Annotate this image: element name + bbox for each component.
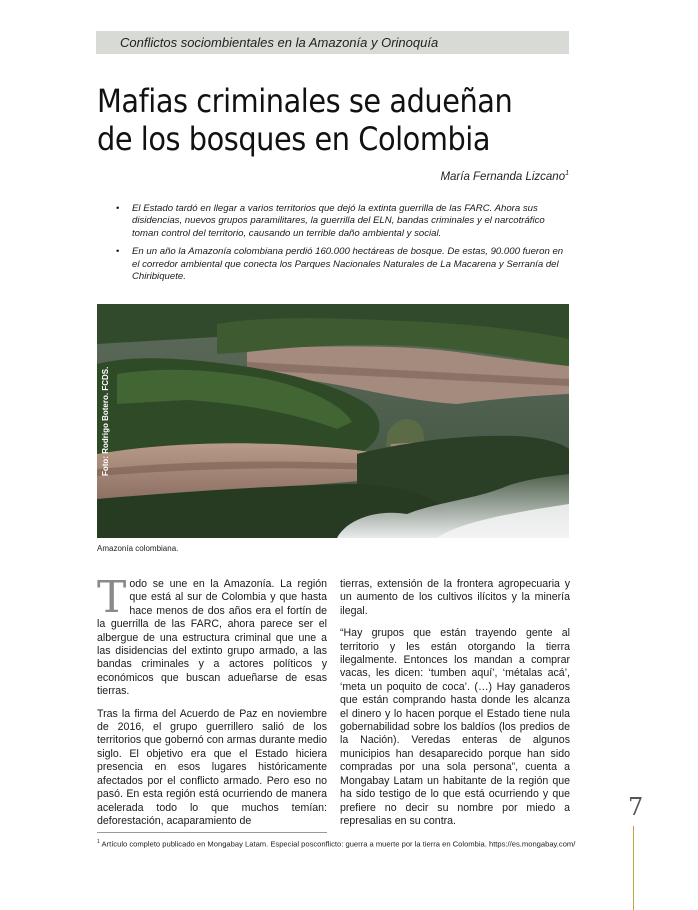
footnote-mark: 1	[97, 839, 100, 845]
summary-bullet	[96, 203, 570, 240]
bullet-icon: •	[116, 203, 120, 214]
page-number-rule	[633, 826, 634, 910]
body-paragraph: “Hay grupos que están trayendo gente al territorio y les están otorgando la tierra ilegalmente. Entonces los mandan a comprar vacas, les dicen: ‘tumben aquí’, ‘métalas acá’, ‘meta un poquito de coca’. (…) Hay ganaderos que están comprando hasta donde les alcanza el dinero y lo hacen porque el Estado tiene nula gobernabilidad sobre los baldíos (los predios de la Nación). Veredas enteras de algunos municipios han desaparecido porque han sido compradas por una sola persona”, cuenta a Mongabay Latam un habitante de la región que ha sido testigo de lo que está ocurriendo y que prefiere no decir su nombre por miedo a represalias en su contra.	[340, 627, 570, 827]
body-paragraph: Tras la firma del Acuerdo de Paz en noviembre de 2016, el grupo guerrillero salió de los territorios que gobernó con armas durante medio siglo. El objetivo era que el Estado hiciera presencia en esos lugares históricamente afectados por el conflicto armado. Pero eso no pasó. En esta región está ocurriendo de manera acelerada todo lo que muchos temían: deforestación, acaparamiento de	[97, 707, 327, 827]
body-column-left	[97, 572, 327, 837]
title-line-2: de los bosques en Colombia	[97, 120, 491, 158]
photo-credit-text: Foto: Rodrigo Botero. FCDS.	[101, 366, 110, 476]
footnote-text: Artículo completo publicado en Mongabay Latam. Especial posconflicto: guerra a muerte por la tierra en Colombia. https://es.mongabay.com/	[101, 839, 576, 849]
page-number: 7	[628, 793, 644, 821]
article-title	[97, 82, 520, 158]
photo-credit	[101, 356, 113, 476]
author-name: María Fernanda Lizcano	[440, 170, 566, 183]
body-column-right	[340, 578, 570, 837]
footnote	[97, 839, 577, 849]
summary-bullet-text: En un año la Amazonía colombiana perdió 160.000 hectáreas de bosque. De estas, 90.000 fueron en el corredor ambiental que conecta los Parques Nacionales Naturales de La Macarena y Serranía del Chiribiquete.	[132, 246, 564, 283]
summary-bullet	[96, 246, 570, 283]
photo-caption: Amazonía colombiana.	[97, 544, 179, 553]
author-byline	[440, 170, 569, 183]
amazon-landscape-photo	[97, 304, 569, 538]
body-paragraph: tierras, extensión de la frontera agropecuaria y un aumento de los cultivos ilícitos y la minería ilegal.	[340, 578, 570, 617]
title-line-1: Mafias criminales se adueñan	[97, 82, 513, 120]
section-title: Conflictos sociombientales en la Amazonía y Orinoquía	[120, 35, 439, 50]
bullet-icon: •	[116, 246, 120, 258]
footnote-divider	[97, 832, 327, 833]
body-paragraph	[97, 572, 327, 699]
author-footnote-ref: 1	[565, 170, 569, 177]
summary-bullets	[96, 203, 570, 289]
drop-cap: T	[97, 572, 127, 623]
summary-bullet-text: El Estado tardó en llegar a varios territorios que dejó la extinta guerrilla de las FARC. Ahora sus disidencias, nuevos grupos paramilitares, la guerrilla del ELN, bandas criminales y el narcotráfico toman control del territorio, causando un terrible daño ambiental y social.	[132, 203, 545, 239]
section-header-bar	[96, 31, 569, 54]
body-paragraph-text: odo se une en la Amazonía. La región que está al sur de Colombia y que hasta hace menos de dos años era el fortín de la guerrilla de las FARC, ahora parece ser el albergue de una estructura criminal que une a las disidencias del extinto grupo armado, a las bandas criminales y a actores políticos y económicos que buscan adueñarse de esas tierras.	[97, 578, 327, 698]
